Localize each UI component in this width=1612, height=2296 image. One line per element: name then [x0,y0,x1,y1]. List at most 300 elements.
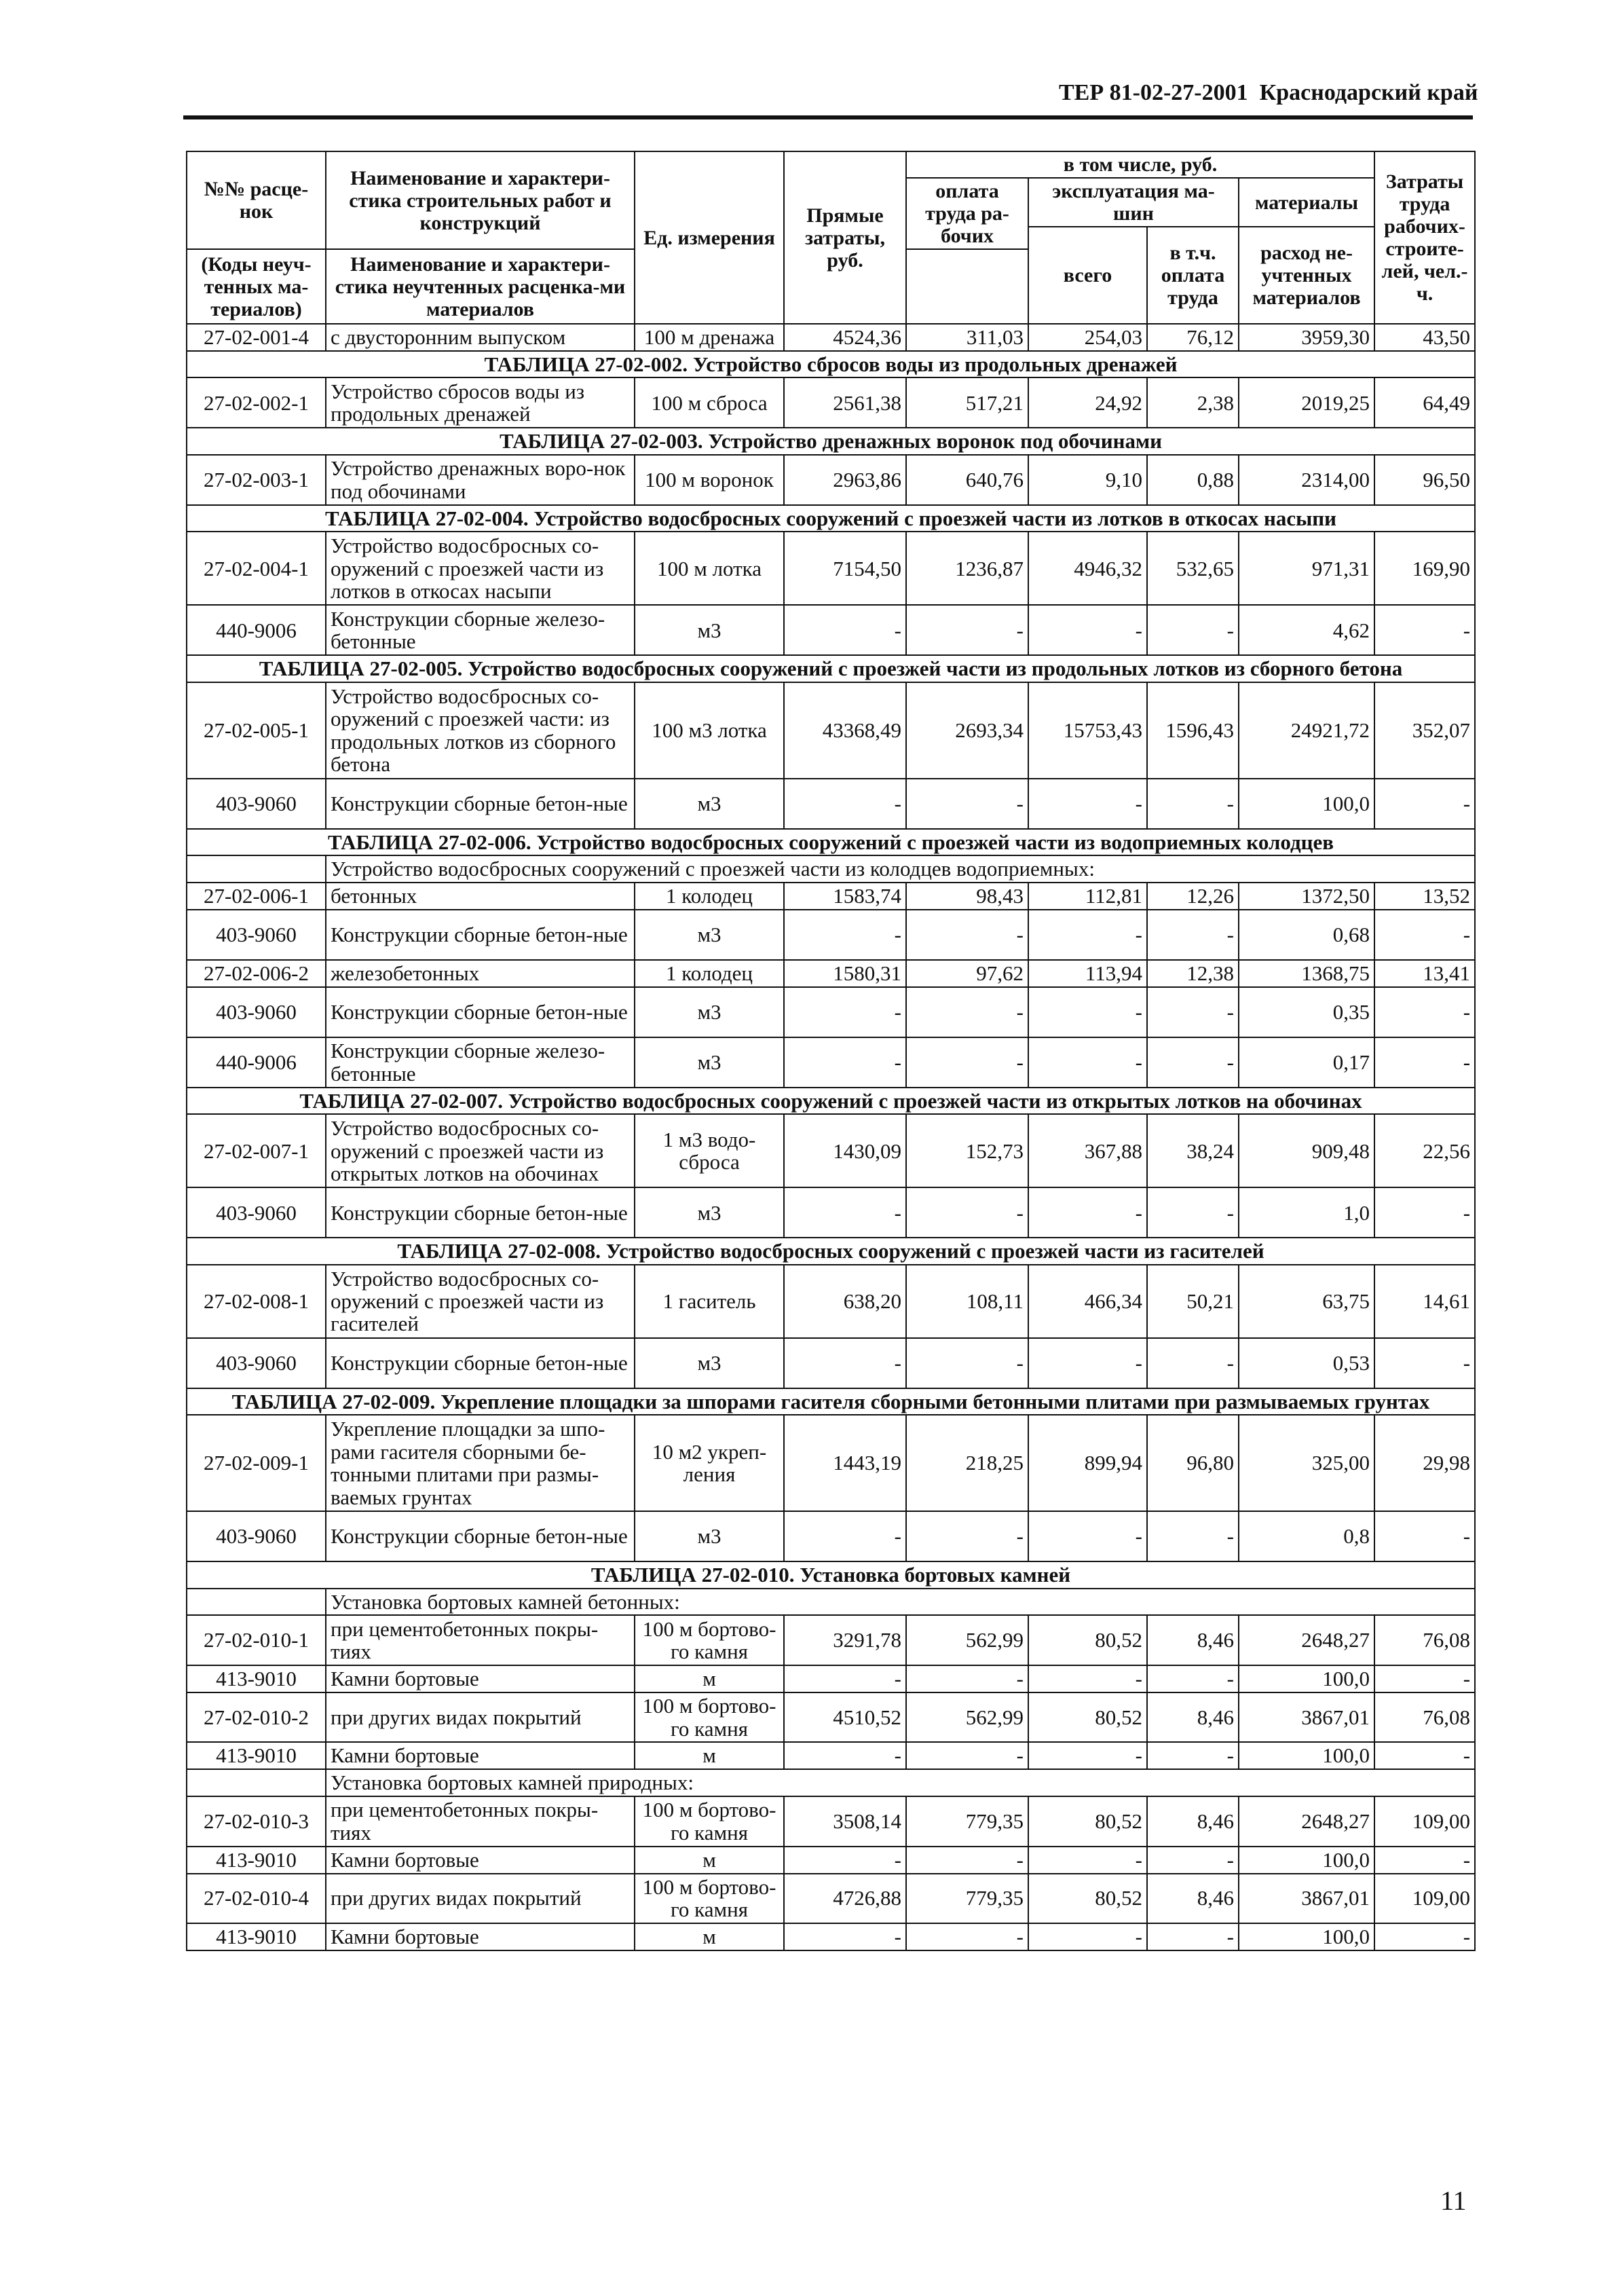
rate-code: 27-02-006-1 [187,883,326,910]
labor-cost: - [1374,910,1475,960]
materials-cost: 909,48 [1239,1114,1374,1187]
table-section-title-row [187,655,1475,682]
table-subtitle-row [187,1589,1475,1615]
machines-wages: 8,46 [1147,1692,1239,1742]
machines-total: 9,10 [1028,455,1147,505]
table-row [187,883,1475,910]
wages-cost: - [906,605,1028,655]
machines-total: - [1028,910,1147,960]
table-row [187,532,1475,605]
col-name-bottom: Наименование и характери-стика неучтенных расценка-ми материалов [326,249,635,324]
doc-id: ТЕР 81-02-27-2001 [1059,80,1248,105]
machines-wages: 12,26 [1147,883,1239,910]
materials-cost: 1,0 [1239,1187,1374,1238]
labor-cost: 96,50 [1374,455,1475,505]
work-name: Устройство водосбросных со-оружений с проезжей части из гасителей [326,1265,635,1338]
rate-code: 27-02-008-1 [187,1265,326,1338]
machines-wages: - [1147,605,1239,655]
wages-cost: 517,21 [906,377,1028,428]
work-name: железобетонных [326,960,635,987]
direct-cost: 2561,38 [784,377,906,428]
machines-wages: - [1147,1665,1239,1692]
table-row [187,910,1475,960]
rate-code: 403-9060 [187,1338,326,1388]
rate-code: 27-02-010-3 [187,1796,326,1847]
group-subtitle: Устройство водосбросных сооружений с проезжей части из колодцев водоприемных: [326,855,1475,882]
machines-total: 80,52 [1028,1615,1147,1665]
unit-cell: 1 колодец [635,883,784,910]
unit-cell: м3 [635,1037,784,1088]
empty-cell [187,855,326,882]
rate-code: 403-9060 [187,779,326,829]
wages-cost: - [906,1742,1028,1769]
table-row [187,1923,1475,1950]
materials-cost: 0,68 [1239,910,1374,960]
table-row [187,455,1475,505]
group-subtitle: Установка бортовых камней бетонных: [326,1589,1475,1615]
unit-cell: м3 [635,987,784,1037]
col-direct: Прямые затраты, руб. [784,151,906,324]
machines-total: 899,94 [1028,1415,1147,1511]
unit-cell: 100 м сброса [635,377,784,428]
labor-cost: - [1374,1511,1475,1561]
direct-cost: - [784,1187,906,1238]
unit-cell: 100 м воронок [635,455,784,505]
direct-cost: 4726,88 [784,1874,906,1923]
wages-cost: 97,62 [906,960,1028,987]
rate-code: 440-9006 [187,1037,326,1088]
labor-cost: 109,00 [1374,1874,1475,1923]
work-name: Устройство водосбросных со-оружений с проезжей части: из продольных лотков из сборного бетона [326,682,635,779]
group-subtitle: Установка бортовых камней природных: [326,1769,1475,1796]
direct-cost: 638,20 [784,1265,906,1338]
unit-cell: 100 м бортово-го камня [635,1874,784,1923]
work-name: Укрепление площадки за шпо-рами гасителя сборными бе-тонными плитами при размы-ваемых грунтах [326,1415,635,1511]
materials-cost: 2648,27 [1239,1796,1374,1847]
table-row [187,1692,1475,1742]
empty-cell [187,1769,326,1796]
table-row [187,1187,1475,1238]
header-rule [183,115,1473,119]
direct-cost: 2963,86 [784,455,906,505]
table-body [187,324,1475,1950]
wages-cost: 311,03 [906,324,1028,351]
materials-cost: 63,75 [1239,1265,1374,1338]
table-subtitle-row [187,1769,1475,1796]
table-row [187,960,1475,987]
table-row [187,987,1475,1037]
work-name: Камни бортовые [326,1847,635,1874]
machines-wages: - [1147,779,1239,829]
table-section-title-row [187,1238,1475,1264]
work-name: Устройство сбросов воды из продольных дренажей [326,377,635,428]
machines-wages: - [1147,1338,1239,1388]
unit-cell: м3 [635,1511,784,1561]
labor-cost: - [1374,1037,1475,1088]
labor-cost: 76,08 [1374,1692,1475,1742]
machines-wages: 8,46 [1147,1615,1239,1665]
wages-cost: - [906,1511,1028,1561]
col-incl: в том числе, руб. [906,151,1374,178]
materials-cost: 100,0 [1239,1665,1374,1692]
labor-cost: 169,90 [1374,532,1475,605]
unit-cell: 100 м лотка [635,532,784,605]
col-wages: оплата труда ра-бочих [906,178,1028,249]
work-name: с двусторонним выпуском [326,324,635,351]
labor-cost: 109,00 [1374,1796,1475,1847]
region: Краснодарский край [1259,80,1478,105]
wages-cost: - [906,910,1028,960]
unit-cell: м3 [635,1338,784,1388]
unit-cell: 100 м3 лотка [635,682,784,779]
work-name: Конструкции сборные железо-бетонные [326,605,635,655]
wages-cost: - [906,1338,1028,1388]
wages-cost: 562,99 [906,1615,1028,1665]
machines-total: - [1028,1923,1147,1950]
table-section-title-row [187,428,1475,454]
labor-cost: 76,08 [1374,1615,1475,1665]
wages-cost: - [906,1037,1028,1088]
machines-wages: 2,38 [1147,377,1239,428]
materials-cost: 3867,01 [1239,1692,1374,1742]
machines-wages: 8,46 [1147,1796,1239,1847]
labor-cost: 43,50 [1374,324,1475,351]
machines-total: - [1028,605,1147,655]
rate-code: 27-02-005-1 [187,682,326,779]
materials-cost: 1372,50 [1239,883,1374,910]
direct-cost: 43368,49 [784,682,906,779]
materials-cost: 3867,01 [1239,1874,1374,1923]
machines-total: - [1028,987,1147,1037]
materials-cost: 100,0 [1239,779,1374,829]
section-title: ТАБЛИЦА 27-02-003. Устройство дренажных воронок под обочинами [187,428,1475,454]
work-name: при цементобетонных покры-тиях [326,1615,635,1665]
wages-cost: 98,43 [906,883,1028,910]
direct-cost: - [784,605,906,655]
page-header [1059,80,1478,106]
col-labor: Затраты труда рабочих-строите-лей, чел.-ч. [1374,151,1475,324]
direct-cost: - [784,910,906,960]
unit-cell: м3 [635,779,784,829]
direct-cost: - [784,1511,906,1561]
section-title: ТАБЛИЦА 27-02-002. Устройство сбросов воды из продольных дренажей [187,351,1475,377]
machines-total: - [1028,1338,1147,1388]
unit-cell: м [635,1742,784,1769]
section-title: ТАБЛИЦА 27-02-008. Устройство водосбросных сооружений с проезжей части из гасителей [187,1238,1475,1264]
direct-cost: 7154,50 [784,532,906,605]
direct-cost: 1580,31 [784,960,906,987]
table-row [187,1874,1475,1923]
direct-cost: 3508,14 [784,1796,906,1847]
rate-code: 27-02-009-1 [187,1415,326,1511]
rate-code: 27-02-003-1 [187,455,326,505]
section-title: ТАБЛИЦА 27-02-007. Устройство водосбросных сооружений с проезжей части из открытых лотков на обочинах [187,1088,1475,1114]
col-machines: эксплуатация ма-шин [1028,178,1239,227]
section-title: ТАБЛИЦА 27-02-009. Укрепление площадки за шпорами гасителя сборными бетонными плитами при размываемых грунтах [187,1388,1475,1415]
col-code-bottom: (Коды неуч-тенных ма-териалов) [187,249,326,324]
unit-cell: 1 колодец [635,960,784,987]
materials-cost: 100,0 [1239,1923,1374,1950]
machines-total: 367,88 [1028,1114,1147,1187]
labor-cost: - [1374,605,1475,655]
work-name: Устройство водосбросных со-оружений с проезжей части из лотков в откосах насыпи [326,532,635,605]
direct-cost: 1430,09 [784,1114,906,1187]
unit-cell: 100 м дренажа [635,324,784,351]
table-section-title-row [187,829,1475,855]
materials-cost: 1368,75 [1239,960,1374,987]
col-mat-unacc: расход не-учтенных материалов [1239,227,1374,324]
table-section-title-row [187,1088,1475,1114]
table-row [187,1415,1475,1511]
labor-cost: - [1374,1665,1475,1692]
labor-cost: - [1374,1742,1475,1769]
table-row [187,605,1475,655]
wages-cost: 218,25 [906,1415,1028,1511]
labor-cost: 29,98 [1374,1415,1475,1511]
table-section-title-row [187,505,1475,532]
machines-wages: - [1147,987,1239,1037]
labor-cost: - [1374,1338,1475,1388]
labor-cost: 14,61 [1374,1265,1475,1338]
unit-cell: 100 м бортово-го камня [635,1615,784,1665]
labor-cost: - [1374,1847,1475,1874]
machines-total: - [1028,1665,1147,1692]
machines-wages: - [1147,1742,1239,1769]
machines-wages: 532,65 [1147,532,1239,605]
col-name-top: Наименование и характери-стика строительных работ и конструкций [326,151,635,249]
materials-cost: 0,8 [1239,1511,1374,1561]
wages-cost: 779,35 [906,1796,1028,1847]
unit-cell: 1 м3 водо-сброса [635,1114,784,1187]
labor-cost: - [1374,987,1475,1037]
materials-cost: 2648,27 [1239,1615,1374,1665]
wages-cost: - [906,1187,1028,1238]
labor-cost: 22,56 [1374,1114,1475,1187]
work-name: Конструкции сборные бетон-ные [326,1338,635,1388]
rate-code: 440-9006 [187,605,326,655]
materials-cost: 3959,30 [1239,324,1374,351]
unit-cell: м [635,1923,784,1950]
work-name: Камни бортовые [326,1923,635,1950]
rate-code: 403-9060 [187,987,326,1037]
wages-cost: 152,73 [906,1114,1028,1187]
materials-cost: 0,17 [1239,1037,1374,1088]
section-title: ТАБЛИЦА 27-02-004. Устройство водосбросных сооружений с проезжей части из лотков в откосах насыпи [187,505,1475,532]
machines-total: 4946,32 [1028,532,1147,605]
machines-wages: 96,80 [1147,1415,1239,1511]
wages-cost: 779,35 [906,1874,1028,1923]
rate-code: 403-9060 [187,910,326,960]
machines-wages: 1596,43 [1147,682,1239,779]
work-name: Устройство дренажных воро-нок под обочинами [326,455,635,505]
section-title: ТАБЛИЦА 27-02-005. Устройство водосбросных сооружений с проезжей части из продольных лотков из сборного бетона [187,655,1475,682]
col-materials: материалы [1239,178,1374,227]
machines-wages: - [1147,1923,1239,1950]
rate-code: 27-02-010-1 [187,1615,326,1665]
table-row [187,324,1475,351]
wages-cost: 562,99 [906,1692,1028,1742]
table-header [187,151,1475,324]
direct-cost: 1583,74 [784,883,906,910]
page-number: 11 [1440,2185,1467,2216]
materials-cost: 24921,72 [1239,682,1374,779]
materials-cost: 4,62 [1239,605,1374,655]
work-name: Конструкции сборные бетон-ные [326,910,635,960]
col-code-top: №№ расце-нок [187,151,326,249]
unit-cell: 100 м бортово-го камня [635,1796,784,1847]
section-title: ТАБЛИЦА 27-02-010. Установка бортовых камней [187,1561,1475,1588]
machines-total: - [1028,1511,1147,1561]
col-mach-wages: в т.ч. оплата труда [1147,227,1239,324]
wages-cost: - [906,779,1028,829]
machines-wages: - [1147,1511,1239,1561]
machines-total: 24,92 [1028,377,1147,428]
unit-cell: 1 гаситель [635,1265,784,1338]
materials-cost: 2314,00 [1239,455,1374,505]
direct-cost: - [784,1742,906,1769]
labor-cost: 13,52 [1374,883,1475,910]
machines-total: - [1028,779,1147,829]
unit-cell: м3 [635,1187,784,1238]
machines-total: - [1028,1187,1147,1238]
labor-cost: - [1374,1187,1475,1238]
materials-cost: 971,31 [1239,532,1374,605]
col-mach-total: всего [1028,227,1147,324]
labor-cost: - [1374,779,1475,829]
direct-cost: - [784,1338,906,1388]
table-row [187,1796,1475,1847]
rate-code: 27-02-006-2 [187,960,326,987]
unit-cell: м3 [635,605,784,655]
rate-code: 27-02-002-1 [187,377,326,428]
wages-cost: 640,76 [906,455,1028,505]
wages-cost: 108,11 [906,1265,1028,1338]
work-name: Конструкции сборные бетон-ные [326,987,635,1037]
work-name: Конструкции сборные железо-бетонные [326,1037,635,1088]
wages-cost: - [906,1847,1028,1874]
machines-total: 15753,43 [1028,682,1147,779]
work-name: Камни бортовые [326,1665,635,1692]
direct-cost: 1443,19 [784,1415,906,1511]
machines-wages: 38,24 [1147,1114,1239,1187]
work-name: Камни бортовые [326,1742,635,1769]
rate-code: 403-9060 [187,1187,326,1238]
col-unit: Ед. измерения [635,151,784,324]
work-name: при других видах покрытий [326,1874,635,1923]
work-name: Конструкции сборные бетон-ные [326,1187,635,1238]
machines-total: 113,94 [1028,960,1147,987]
machines-total: 80,52 [1028,1874,1147,1923]
rate-code: 27-02-010-4 [187,1874,326,1923]
rate-code: 27-02-004-1 [187,532,326,605]
machines-wages: - [1147,910,1239,960]
direct-cost: 4524,36 [784,324,906,351]
table-subtitle-row [187,855,1475,882]
work-name: Устройство водосбросных со-оружений с проезжей части из открытых лотков на обочинах [326,1114,635,1187]
work-name: Конструкции сборные бетон-ные [326,1511,635,1561]
machines-total: 112,81 [1028,883,1147,910]
unit-cell: м [635,1847,784,1874]
labor-cost: 352,07 [1374,682,1475,779]
machines-wages: - [1147,1847,1239,1874]
unit-cell: 10 м2 укреп-ления [635,1415,784,1511]
unit-cell: м3 [635,910,784,960]
direct-cost: - [784,1665,906,1692]
materials-cost: 0,53 [1239,1338,1374,1388]
machines-total: - [1028,1037,1147,1088]
direct-cost: - [784,1037,906,1088]
table-row [187,1265,1475,1338]
machines-wages: 0,88 [1147,455,1239,505]
direct-cost: 3291,78 [784,1615,906,1665]
direct-cost: - [784,779,906,829]
table-row [187,1114,1475,1187]
machines-total: - [1028,1847,1147,1874]
direct-cost: - [784,1923,906,1950]
rates-table [186,151,1476,1951]
labor-cost: 13,41 [1374,960,1475,987]
machines-wages: 76,12 [1147,324,1239,351]
rate-code: 413-9010 [187,1847,326,1874]
direct-cost: - [784,987,906,1037]
unit-cell: м [635,1665,784,1692]
work-name: бетонных [326,883,635,910]
table-row [187,682,1475,779]
table-row [187,1037,1475,1088]
materials-cost: 325,00 [1239,1415,1374,1511]
materials-cost: 100,0 [1239,1847,1374,1874]
table-row [187,377,1475,428]
table-row [187,1511,1475,1561]
wages-cost: 2693,34 [906,682,1028,779]
table-row [187,1742,1475,1769]
section-title: ТАБЛИЦА 27-02-006. Устройство водосбросных сооружений с проезжей части из водоприемных колодцев [187,829,1475,855]
rate-code: 27-02-010-2 [187,1692,326,1742]
rate-code: 27-02-007-1 [187,1114,326,1187]
machines-wages: 50,21 [1147,1265,1239,1338]
work-name: Конструкции сборные бетон-ные [326,779,635,829]
machines-wages: 12,38 [1147,960,1239,987]
machines-total: 254,03 [1028,324,1147,351]
machines-total: 466,34 [1028,1265,1147,1338]
labor-cost: 64,49 [1374,377,1475,428]
unit-cell: 100 м бортово-го камня [635,1692,784,1742]
direct-cost: 4510,52 [784,1692,906,1742]
labor-cost: - [1374,1923,1475,1950]
machines-wages: - [1147,1037,1239,1088]
wages-cost: - [906,1923,1028,1950]
rate-code: 413-9010 [187,1923,326,1950]
table-row [187,1847,1475,1874]
materials-cost: 0,35 [1239,987,1374,1037]
table-row [187,1615,1475,1665]
machines-total: 80,52 [1028,1796,1147,1847]
direct-cost: - [784,1847,906,1874]
wages-cost: - [906,1665,1028,1692]
machines-total: 80,52 [1028,1692,1147,1742]
table-row [187,779,1475,829]
rate-code: 413-9010 [187,1665,326,1692]
work-name: при цементобетонных покры-тиях [326,1796,635,1847]
table-row [187,1338,1475,1388]
materials-cost: 2019,25 [1239,377,1374,428]
machines-wages: - [1147,1187,1239,1238]
table-section-title-row [187,1561,1475,1588]
rate-code: 413-9010 [187,1742,326,1769]
wages-cost: 1236,87 [906,532,1028,605]
table-section-title-row [187,1388,1475,1415]
work-name: при других видах покрытий [326,1692,635,1742]
